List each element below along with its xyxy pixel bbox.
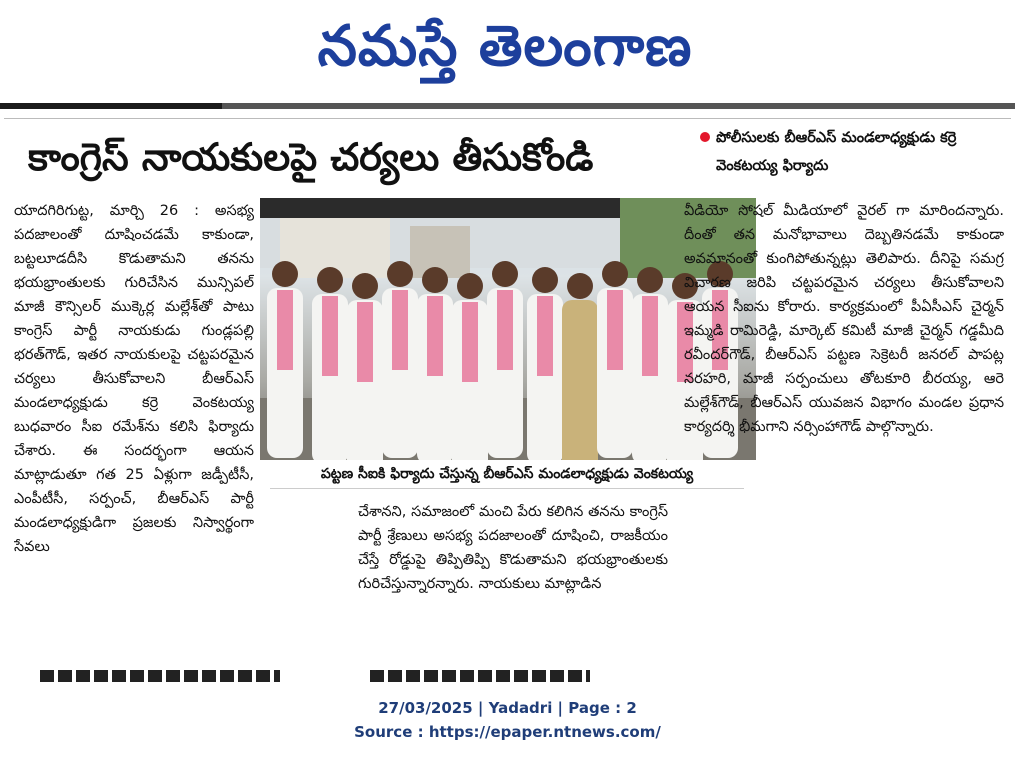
photo-pink-scarf [427, 296, 443, 376]
photo-person-head [317, 267, 343, 293]
newspaper-logo: నమస్తే తెలంగాణ [317, 14, 693, 79]
masthead [0, 0, 1015, 100]
cut-headline-left [40, 670, 280, 682]
article-column-1 [14, 199, 254, 639]
clipping-top-border [4, 118, 1011, 119]
column-1-text: యాదగిరిగుట్ట, మార్చి 26 : అసభ్య పదజాలంతో దూషించడమే కాకుండా, బట్టలూడదీసి కొడుతామని తనను భయభ్రాంతులకు గురిచేసిన మున్సిపల్ మాజీ కౌన్సిలర్ ముక్కెర్ల మల్లేశ్‌తో పాటు కాంగ్రెస్ పార్టీ నాయకుడు గుండ్లపల్లి భరత్‌గౌడ్, ఇతర నాయకులపై చట్టపరమైన చర్యలు తీసుకోవాలని బీఆర్ఎస్ మండలాధ్యక్షుడు కర్రె వెంకటయ్య బుధవారం సీఐ రమేశ్‌ను కలిసి ఫిర్యాదు చేశారు. ఈ సందర్భంగా ఆయన మాట్లాడుతూ గత 25 ఏళ్లుగా జడ్పీటీసీ, ఎంపీటీసీ, సర్పంచ్, బీఆర్ఎస్ పార్టీ మండలాధ్యక్షుడిగా ప్రజలకు నిస్వార్థంగా సేవలు [14, 203, 254, 555]
news-photo [260, 198, 756, 460]
photo-person-head [602, 261, 628, 287]
photo-person-head [352, 273, 378, 299]
photo-pink-scarf [537, 296, 553, 376]
photo-person-head [492, 261, 518, 287]
photo-person-head [422, 267, 448, 293]
article-subhead: పోలీసులకు బీఆర్ఎస్ మండలాధ్యక్షుడు కర్రె వెంకటయ్య ఫిర్యాదు [716, 130, 957, 174]
masthead-rule-accent [0, 103, 222, 109]
photo-pink-scarf [607, 290, 623, 370]
photo-illustration [260, 198, 756, 460]
photo-pink-scarf [322, 296, 338, 376]
photo-pink-scarf [642, 296, 658, 376]
footer-source: Source : https://epaper.ntnews.com/ [354, 723, 661, 741]
photo-person-head [637, 267, 663, 293]
photo-person-head [272, 261, 298, 287]
photo-person-head [567, 273, 593, 299]
article-column-2 [358, 500, 668, 640]
page-footer [0, 690, 1015, 760]
photo-person [562, 300, 598, 460]
photo-pink-scarf [277, 290, 293, 370]
footer-date-edition: 27/03/2025 | Yadadri | Page : 2 [378, 699, 637, 717]
photo-caption: పట్టణ సీఐకి ఫిర్యాదు చేస్తున్న బీఆర్ఎస్ మండలాధ్యక్షుడు వెంకటయ్య [270, 460, 744, 489]
photo-person-head [387, 261, 413, 287]
next-article-headlines-cut [40, 670, 660, 682]
column-2-text: చేశానని, సమాజంలో మంచి పేరు కలిగిన తనను కాంగ్రెస్ పార్టీ శ్రేణులు అసభ్య పదజాలంతో దూషించి, రాజకీయం చేస్తే రోడ్డుపై తిప్పితిప్పి కొడుతామని భయభ్రాంతులకు గురిచేస్తున్నారన్నారు. నాయకులు మాట్లాడిన [358, 504, 668, 592]
column-3-text: వీడియో సోషల్ మీడియాలో వైరల్ గా మారిందన్నారు. దీంతో తన మనోభావాలు దెబ్బతినడమే కాకుండా అవమానంతో కుంగిపోతున్నట్లు తెలిపారు. దీనిపై సమగ్ర విచారణ జరిపి చట్టపరమైన చర్యలు తీసుకోవాలని ఆయన సీఐను కోరారు. కార్యక్రమంలో పీఏసీఎస్ చైర్మన్ ఇమ్మడి రామిరెడ్డి, మార్కెట్ కమిటీ మాజీ చైర్మన్ గడ్డమీది రవీందర్‌గౌడ్, బీఆర్ఎస్ పట్టణ సెక్రెటరీ జనరల్ పాపట్ల నరహరి, మాజీ సర్పంచులు తోటకూరి బీరయ్య, ఆరె మల్లేశ్‌గౌడ్, బీఆర్ఎస్ యువజన విభాగం మండల ప్రధాన కార్యదర్శి భీమగాని నర్సింహాగౌడ్ పాల్గొన్నారు. [684, 203, 1004, 435]
photo-pink-scarf [392, 290, 408, 370]
photo-pink-scarf [462, 302, 478, 382]
photo-person-head [532, 267, 558, 293]
article-column-3 [684, 199, 1004, 639]
photo-pink-scarf [497, 290, 513, 370]
photo-pink-scarf [357, 302, 373, 382]
article-headline: కాంగ్రెస్ నాయకులపై చర్యలు తీసుకోండి [28, 135, 594, 179]
cut-headline-right [370, 670, 590, 682]
photo-person-head [457, 273, 483, 299]
bullet-icon [700, 132, 710, 142]
